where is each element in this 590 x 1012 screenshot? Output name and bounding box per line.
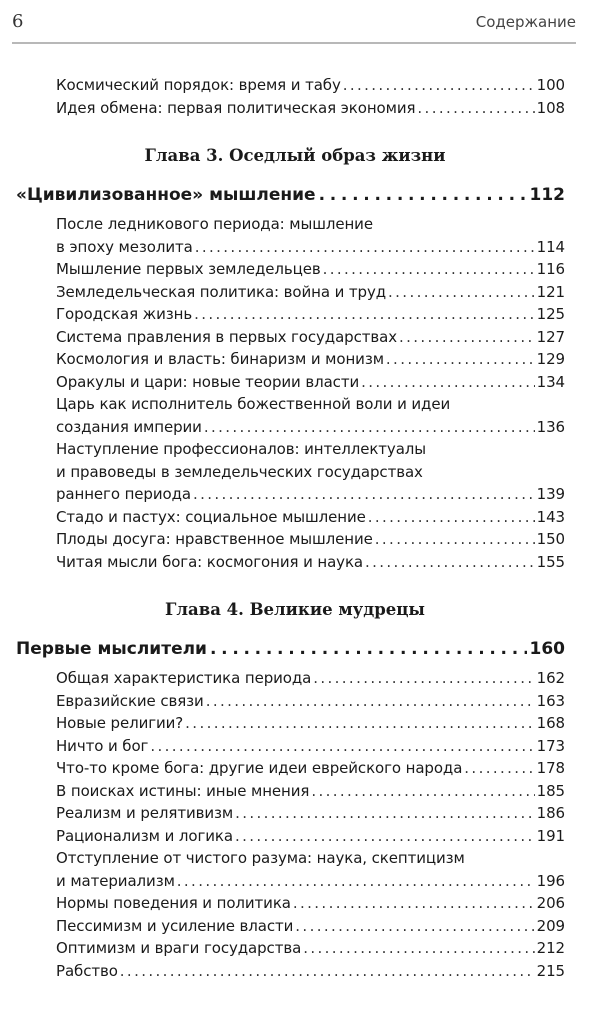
toc-entries — [0, 213, 590, 573]
toc-entry[interactable] — [56, 757, 565, 780]
entry-title-line: и правоведы в земледельческих государствах — [56, 462, 423, 481]
entry-title: Рабство — [56, 961, 118, 980]
dot-leader — [210, 637, 527, 661]
dot-leader — [388, 281, 535, 304]
dot-leader — [185, 712, 534, 735]
entry-title: Земледельческая политика: война и труд — [56, 282, 387, 301]
dot-leader — [204, 416, 535, 439]
entry-page-number: 129 — [536, 350, 565, 368]
entry-title-line: После ледникового периода: мышление — [56, 215, 373, 233]
entry-page-number: 196 — [536, 871, 565, 890]
toc-entry[interactable] — [56, 551, 565, 574]
toc-entry[interactable] — [56, 281, 565, 304]
entry-page-number: 121 — [536, 282, 565, 301]
toc-entry[interactable] — [56, 528, 565, 551]
page-number: 6 — [12, 11, 24, 32]
entry-title: Читая мысли бога: космогония и наука — [56, 552, 364, 571]
dot-leader — [319, 183, 527, 207]
dot-leader — [293, 892, 535, 915]
toc-entry[interactable] — [56, 937, 565, 960]
entry-page-number: 191 — [536, 826, 565, 845]
dot-leader — [195, 236, 535, 259]
entry-title: Мышление первых земледельцев — [56, 260, 321, 278]
toc-entry[interactable] — [56, 303, 565, 326]
entry-title-line: Отступление от чистого разума: наука, скептицизм — [56, 849, 465, 867]
entry-title: Городская жизнь — [56, 305, 193, 323]
dot-leader — [399, 326, 535, 349]
entry-page-number: 127 — [536, 327, 565, 346]
section-page-number: 160 — [529, 639, 565, 659]
entry-title: Оракулы и цари: новые теории власти — [56, 372, 360, 391]
entry-page-number: 108 — [536, 98, 565, 117]
table-of-contents — [0, 74, 590, 982]
entry-page-number: 139 — [536, 485, 565, 503]
toc-entry[interactable] — [56, 393, 565, 438]
entry-title: Рационализм и логика — [56, 826, 233, 845]
dot-leader — [365, 551, 535, 574]
dot-leader — [295, 915, 534, 938]
entry-title: Оптимизм и враги государства — [56, 939, 302, 957]
entry-title: Что-то кроме бога: другие идеи еврейского народа — [56, 759, 463, 777]
entry-page-number: 134 — [536, 372, 565, 391]
entry-page-number: 114 — [536, 237, 565, 256]
entry-title: Общая характеристика периода — [56, 669, 312, 687]
toc-entry[interactable] — [56, 258, 565, 281]
entry-page-number: 209 — [536, 916, 565, 935]
dot-leader — [323, 258, 535, 281]
toc-entry[interactable] — [56, 892, 565, 915]
dot-leader — [375, 528, 535, 551]
toc-entry[interactable] — [56, 438, 565, 506]
page-header — [12, 8, 576, 44]
dot-leader — [194, 303, 535, 326]
toc-entry[interactable] — [56, 735, 565, 758]
entry-title: Космический порядок: время и табу — [56, 76, 341, 94]
entry-page-number: 215 — [536, 961, 565, 980]
entry-page-number: 185 — [536, 781, 565, 800]
entry-last-line — [56, 236, 565, 259]
dot-leader — [235, 825, 535, 848]
entry-title-line: создания империи — [56, 417, 202, 436]
toc-entry[interactable] — [56, 506, 565, 529]
entry-page-number: 212 — [536, 939, 565, 957]
toc-entry[interactable] — [56, 960, 565, 983]
entry-page-number: 150 — [536, 530, 565, 548]
entry-title: Евразийские связи — [56, 691, 204, 710]
entry-page-number: 143 — [536, 507, 565, 526]
section-title: Первые мыслители — [16, 639, 207, 659]
dot-leader — [464, 757, 534, 780]
entry-title-line: Наступление профессионалов: интеллектуалы — [56, 440, 427, 458]
chapter-heading: Глава 4. Великие мудрецы — [165, 600, 425, 619]
toc-entry[interactable] — [56, 326, 565, 349]
section-page-number: 112 — [529, 185, 565, 205]
entry-page-number: 116 — [536, 260, 565, 278]
dot-leader — [303, 937, 534, 960]
toc-entry[interactable] — [56, 780, 565, 803]
toc-entry[interactable] — [56, 74, 565, 97]
entry-title: Ничто и бог — [56, 736, 149, 755]
toc-entry[interactable] — [56, 97, 565, 120]
entry-page-number: 125 — [536, 305, 565, 323]
dot-leader — [417, 97, 534, 120]
entry-title: В поисках истины: иные мнения — [56, 781, 310, 800]
toc-entry[interactable] — [56, 712, 565, 735]
entry-page-number: 186 — [536, 804, 565, 822]
dot-leader — [368, 506, 535, 529]
toc-entries-continued — [0, 74, 590, 119]
entry-title-line: раннего периода — [56, 485, 191, 503]
entry-title: Идея обмена: первая политическая экономия — [56, 98, 416, 117]
toc-section[interactable] — [16, 637, 565, 661]
entry-title: Стадо и пастух: социальное мышление — [56, 507, 366, 526]
dot-leader — [235, 802, 535, 825]
toc-entry[interactable] — [56, 348, 565, 371]
toc-entry[interactable] — [56, 802, 565, 825]
entry-page-number: 206 — [536, 894, 565, 912]
dot-leader — [150, 735, 534, 758]
toc-entry[interactable] — [56, 667, 565, 690]
entry-title: Космология и власть: бинаризм и монизм — [56, 350, 384, 368]
dot-leader — [313, 667, 534, 690]
entry-title: Система правления в первых государствах — [56, 327, 397, 346]
toc-entry[interactable] — [56, 825, 565, 848]
entry-title: Новые религии? — [56, 714, 184, 732]
running-title: Содержание — [475, 13, 576, 31]
dot-leader — [177, 870, 535, 893]
toc-entry[interactable] — [56, 371, 565, 394]
entry-title: Реализм и релятивизм — [56, 804, 234, 822]
dot-leader — [343, 74, 535, 97]
entry-page-number: 173 — [536, 736, 565, 755]
toc-entry[interactable] — [56, 915, 565, 938]
entry-title-line: в эпоху мезолита — [56, 237, 193, 256]
entry-page-number: 163 — [536, 691, 565, 710]
entry-title: Нормы поведения и политика — [56, 894, 291, 912]
toc-entry[interactable] — [56, 213, 565, 258]
toc-entries — [0, 667, 590, 982]
entry-title: Плоды досуга: нравственное мышление — [56, 530, 373, 548]
entry-last-line — [56, 870, 565, 893]
entry-page-number: 168 — [536, 714, 565, 732]
entry-page-number: 155 — [536, 552, 565, 571]
dot-leader — [120, 960, 535, 983]
toc-entry[interactable] — [56, 847, 565, 892]
section-title: «Цивилизованное» мышление — [16, 185, 316, 205]
entry-last-line — [56, 416, 565, 439]
dot-leader — [206, 690, 535, 713]
dot-leader — [193, 483, 535, 506]
chapter-heading: Глава 3. Оседлый образ жизни — [144, 146, 446, 165]
entry-last-line — [56, 483, 565, 506]
dot-leader — [311, 780, 534, 803]
dot-leader — [361, 371, 535, 394]
entry-title: Пессимизм и усиление власти — [56, 916, 294, 935]
entry-page-number: 136 — [536, 417, 565, 436]
entry-page-number: 100 — [536, 76, 565, 94]
dot-leader — [386, 348, 535, 371]
entry-page-number: 162 — [536, 669, 565, 687]
toc-section[interactable] — [16, 183, 565, 207]
entry-title-line: и материализм — [56, 871, 175, 890]
entry-page-number: 178 — [536, 759, 565, 777]
entry-title-line: Царь как исполнитель божественной воли и идеи — [56, 395, 451, 413]
toc-entry[interactable] — [56, 690, 565, 713]
